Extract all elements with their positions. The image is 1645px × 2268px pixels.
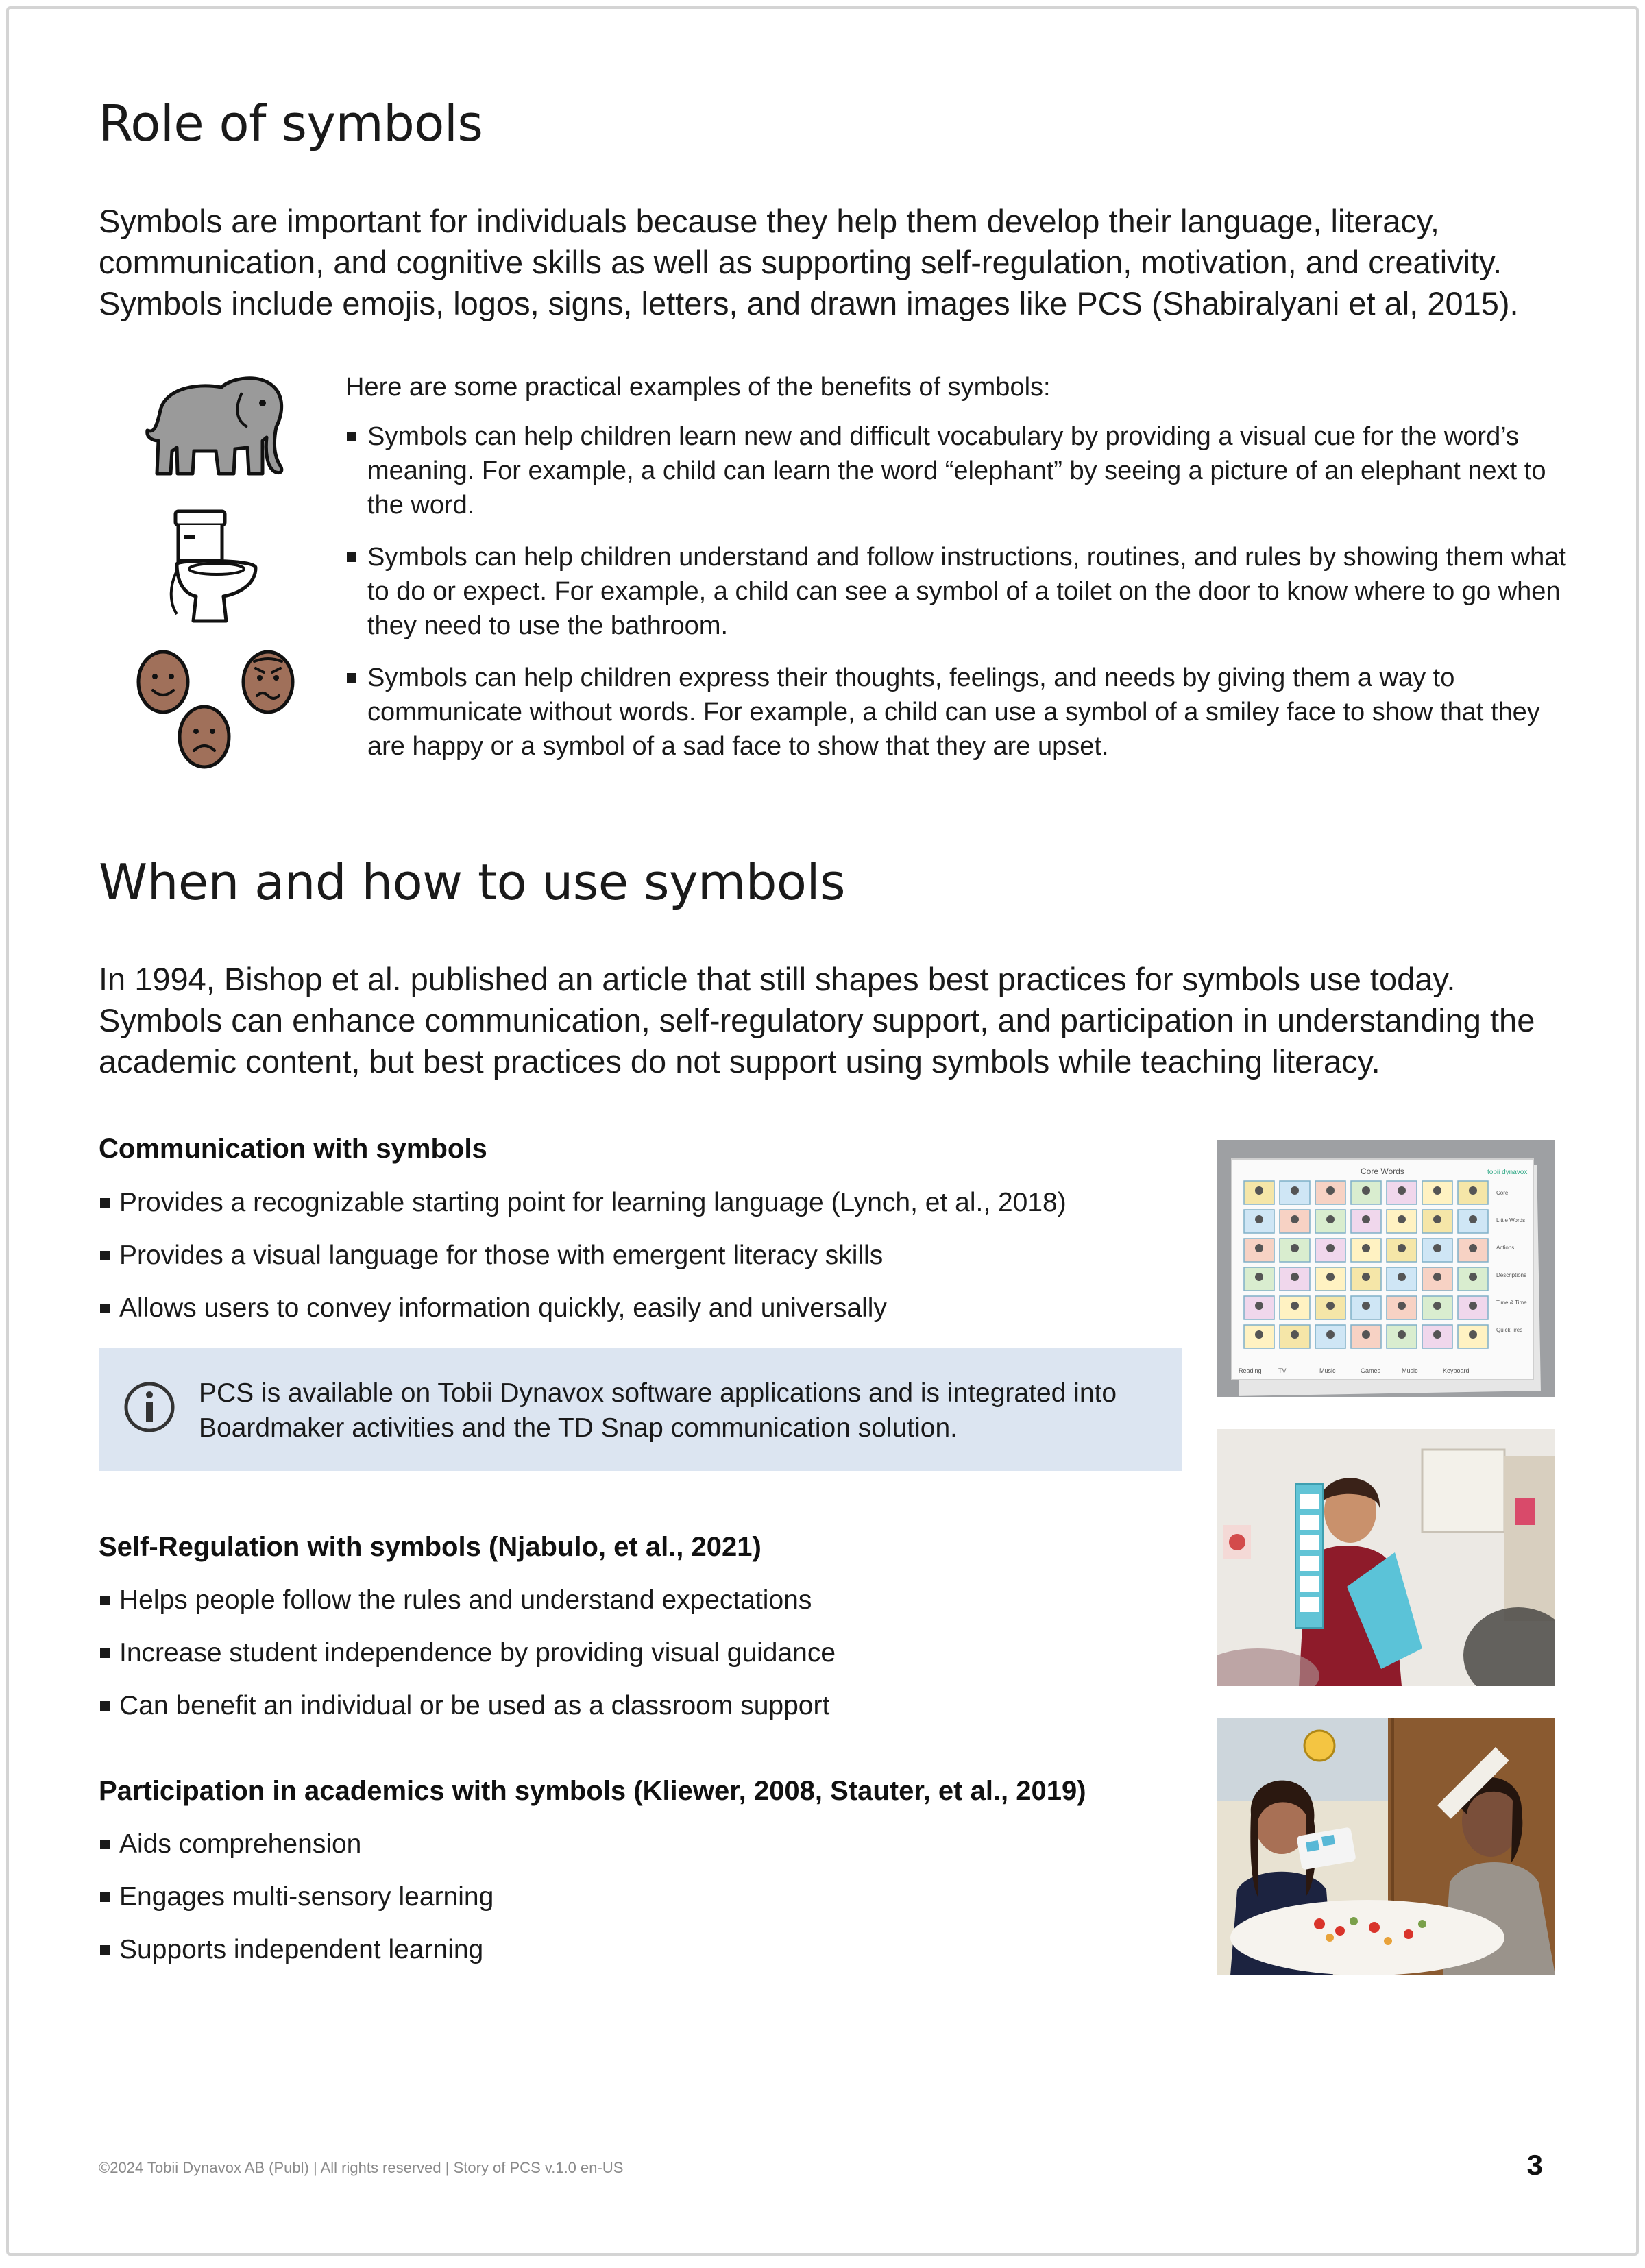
list-item: Helps people follow the rules and understand expectations	[99, 1583, 1175, 1618]
board-tab: Reading	[1239, 1367, 1262, 1374]
list-item: Increase student independence by providing visual guidance	[99, 1635, 1175, 1671]
student-with-card-photo	[1217, 1718, 1555, 1975]
info-text: PCS is available on Tobii Dynavox software applications and is integrated into Boardmaker activities and the TD Snap communication solution.	[199, 1378, 1117, 1443]
board-cell-symbol	[1326, 1244, 1335, 1252]
board-cell-symbol	[1469, 1186, 1477, 1195]
board-cell-symbol	[1255, 1186, 1263, 1195]
list-item: Symbols can help children learn new and difficult vocabulary by providing a visual cue for the word’s meaning. For example, a child can learn the word “elephant” by seeing a picture of an elephant next to the word.	[345, 419, 1572, 522]
board-cell-symbol	[1362, 1215, 1370, 1223]
board-side-label: Descriptions	[1496, 1272, 1527, 1278]
board-cell-symbol	[1326, 1186, 1335, 1195]
board-cell-symbol	[1433, 1215, 1441, 1223]
list-item: Symbols can help children understand and follow instructions, routines, and rules by showing them what to do or expect. For example, a child can see a symbol of a toilet on the door to know where to go when they need to use the bathroom.	[345, 540, 1572, 643]
board-tab: Music	[1319, 1367, 1336, 1374]
board-cell-symbol	[1469, 1330, 1477, 1339]
list-item: Engages multi-sensory learning	[99, 1879, 1175, 1915]
board-cell-symbol	[1255, 1273, 1263, 1281]
board-cell-symbol	[1326, 1273, 1335, 1281]
page	[6, 6, 1639, 2256]
board-cell-symbol	[1433, 1186, 1441, 1195]
when-how-intro-paragraph: In 1994, Bishop et al. published an article that still shapes best practices for symbols use today. Symbols can enhance communication, self-regulatory support, and participation in understanding the academic content, but best practices do not support using symbols while teaching literacy.	[99, 961, 1535, 1080]
board-cell-symbol	[1433, 1273, 1441, 1281]
board-cell-symbol	[1398, 1186, 1406, 1195]
self-regulation-heading: Self-Regulation with symbols (Njabulo, et al., 2021)	[99, 1532, 761, 1562]
info-icon	[123, 1381, 175, 1433]
list-item: Can benefit an individual or be used as a classroom support	[99, 1688, 1175, 1724]
board-cell-symbol	[1433, 1302, 1441, 1310]
board-cell-symbol	[1255, 1302, 1263, 1310]
list-item: Allows users to convey information quickly, easily and universally	[99, 1291, 1175, 1326]
footer-copyright: ©2024 Tobii Dynavox AB (Publ) | All rights reserved | Story of PCS v.1.0 en-US	[99, 2159, 624, 2176]
board-cell-symbol	[1398, 1244, 1406, 1252]
board-cell-symbol	[1398, 1330, 1406, 1339]
board-brand: tobii dynavox	[1487, 1169, 1528, 1176]
role-intro-paragraph: Symbols are important for individuals because they help them develop their language, literacy, communication, and cognitive skills as well as supporting self-regulation, motivation, and creativity. Symbols include emojis, logos, signs, letters, and drawn images like PCS (Shabiralyani et al, 2015).	[99, 203, 1519, 321]
list-item: Provides a visual language for those with emergent literacy skills	[99, 1238, 1175, 1273]
board-cell-symbol	[1469, 1215, 1477, 1223]
board-cell-symbol	[1433, 1244, 1441, 1252]
teacher-photo	[1217, 1429, 1555, 1686]
board-tab: Music	[1402, 1367, 1418, 1374]
elephant-icon	[139, 365, 297, 485]
board-side-label: Actions	[1496, 1245, 1515, 1251]
board-tab: Keyboard	[1443, 1367, 1470, 1374]
board-cell-symbol	[1362, 1186, 1370, 1195]
list-item: Aids comprehension	[99, 1827, 1175, 1862]
board-cell-symbol	[1326, 1302, 1335, 1310]
academics-heading: Participation in academics with symbols (Kliewer, 2008, Stauter, et al., 2019)	[99, 1776, 1086, 1806]
board-side-label: Core	[1496, 1190, 1509, 1196]
academics-list	[99, 1827, 1175, 1985]
board-cell-symbol	[1291, 1273, 1299, 1281]
board-tab: Games	[1361, 1367, 1381, 1374]
board-cell-symbol	[1255, 1330, 1263, 1339]
board-cell-symbol	[1398, 1302, 1406, 1310]
list-item: Symbols can help children express their thoughts, feelings, and needs by giving them a way to communicate without words. For example, a child can use a symbol of a smiley face to show that they are happy or a symbol of a sad face to show that they are upset.	[345, 661, 1572, 764]
board-cell-symbol	[1291, 1186, 1299, 1195]
board-cell-symbol	[1398, 1273, 1406, 1281]
board-cell-symbol	[1469, 1244, 1477, 1252]
board-cell-symbol	[1362, 1273, 1370, 1281]
board-side-label: QuickFires	[1496, 1327, 1523, 1333]
benefits-list-block	[345, 370, 1572, 781]
board-title: Core Words	[1361, 1167, 1404, 1176]
benefits-lead: Here are some practical examples of the benefits of symbols:	[345, 373, 1051, 402]
board-cell-symbol	[1362, 1330, 1370, 1339]
toilet-icon	[163, 506, 266, 629]
section-title-role-of-symbols: Role of symbols	[99, 95, 483, 152]
board-cell-symbol	[1469, 1302, 1477, 1310]
board-cell-symbol	[1433, 1330, 1441, 1339]
list-item: Supports independent learning	[99, 1932, 1175, 1968]
board-side-label: Little Words	[1496, 1217, 1526, 1223]
board-cell-symbol	[1291, 1215, 1299, 1223]
board-cell-symbol	[1326, 1215, 1335, 1223]
list-item: Provides a recognizable starting point for learning language (Lynch, et al., 2018)	[99, 1185, 1175, 1221]
faces-icon	[132, 646, 304, 777]
board-cell-symbol	[1362, 1302, 1370, 1310]
page-number: 3	[1526, 2149, 1543, 2181]
info-callout	[99, 1348, 1182, 1471]
board-side-label: Time & Time	[1496, 1300, 1527, 1306]
communication-heading: Communication with symbols	[99, 1134, 487, 1164]
self-regulation-list	[99, 1583, 1175, 1741]
board-cell-symbol	[1291, 1330, 1299, 1339]
board-tab: TV	[1278, 1367, 1287, 1374]
board-cell-symbol	[1255, 1215, 1263, 1223]
board-cell-symbol	[1255, 1244, 1263, 1252]
board-cell-symbol	[1469, 1273, 1477, 1281]
section-title-when-and-how: When and how to use symbols	[99, 853, 845, 911]
board-cell-symbol	[1291, 1302, 1299, 1310]
board-cell-symbol	[1291, 1244, 1299, 1252]
communication-list	[99, 1185, 1175, 1343]
benefits-list	[345, 419, 1572, 764]
board-cell-symbol	[1326, 1330, 1335, 1339]
board-cell-symbol	[1398, 1215, 1406, 1223]
board-cell-symbol	[1362, 1244, 1370, 1252]
core-words-board-photo	[1217, 1140, 1555, 1397]
